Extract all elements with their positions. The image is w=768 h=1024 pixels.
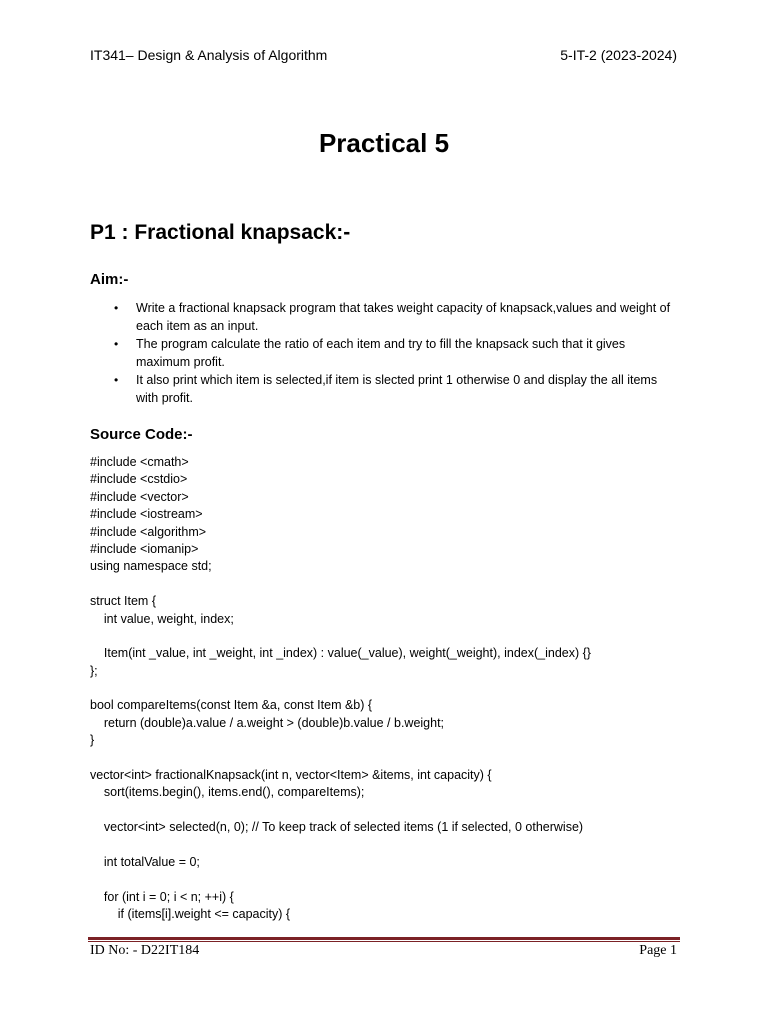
section-title: P1 : Fractional knapsack:- [90,221,351,244]
page-number: Page 1 [639,943,677,958]
code-line: int totalValue = 0; [90,854,200,869]
code-line: struct Item { [90,594,156,609]
code-line: int value, weight, index; [90,611,234,626]
code-line: for (int i = 0; i < n; ++i) { [90,889,234,904]
code-line: } [90,733,95,748]
code-line [90,628,690,645]
source-code-block [90,454,690,924]
code-line: vector<int> selected(n, 0); // To keep track of selected items (1 if selected, 0 otherwise) [90,820,584,835]
code-line [90,802,690,819]
footer-rule-thin [88,941,680,942]
code-line: return (double)a.value / a.weight > (double)b.value / b.weight; [90,715,445,730]
aim-item: • Write a fractional knapsack program that takes weight capacity of knapsack,values and weight of each item as an input. [90,300,680,335]
source-code-heading: Source Code:- [90,426,193,443]
code-line [90,576,690,593]
header-course: IT341– Design & Analysis of Algorithm [90,47,328,63]
code-line: vector<int> fractionalKnapsack(int n, vector<Item> &items, int capacity) { [90,768,492,783]
code-line [90,871,690,888]
header-class: 5-IT-2 (2023-2024) [560,47,677,63]
code-line: #include <cstdio> [90,472,188,487]
aim-item: • The program calculate the ratio of each item and try to fill the knapsack such that it gives maximum profit. [90,336,680,371]
code-line: using namespace std; [90,559,212,574]
aim-list [90,300,680,408]
code-line [90,680,690,697]
code-line [90,837,690,854]
code-line [90,750,690,767]
code-line: }; [90,663,98,678]
footer-rule [88,937,680,940]
code-line: #include <iostream> [90,507,203,522]
code-line: sort(items.begin(), items.end(), compareItems); [90,785,365,800]
page-title: Practical 5 [318,128,450,158]
aim-item: • It also print which item is selected,if item is slected print 1 otherwise 0 and display the all items with profit. [90,372,680,407]
code-line: #include <iomanip> [90,541,199,556]
footer-id: ID No: - D22IT184 [90,943,200,958]
code-line: #include <cmath> [90,455,189,469]
code-line: if (items[i].weight <= capacity) { [90,907,291,922]
code-line: #include <vector> [90,489,189,504]
code-line: bool compareItems(const Item &a, const Item &b) { [90,698,373,713]
code-line: #include <algorithm> [90,524,207,539]
code-line: Item(int _value, int _weight, int _index) : value(_value), weight(_weight), index(_index) {} [90,646,591,661]
aim-heading: Aim:- [90,271,129,288]
